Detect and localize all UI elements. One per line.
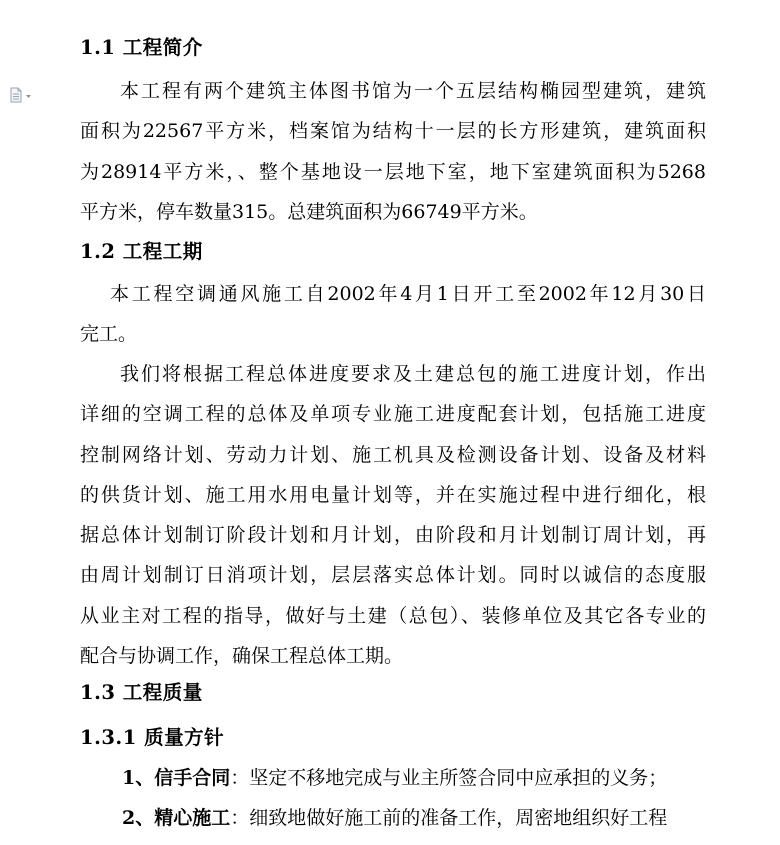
section-heading-1-1: 1.1 工程简介: [80, 36, 203, 59]
paragraph-line: 本工程空调通风施工自2002年4月1日开工至2002年12月30日: [110, 283, 706, 305]
paragraph-line: 完工。: [80, 323, 138, 346]
paragraph-line: 我们将根据工程总体进度要求及土建总包的施工进度计划，作出: [120, 363, 706, 385]
list-item-number: 2、: [122, 807, 155, 829]
paragraph-line: 据总体计划制订阶段计划和月计划，由阶段和月计划制订周计划，再: [80, 524, 706, 547]
paragraph-line: 配合与协调工作，确保工程总体工期。: [80, 645, 404, 668]
paragraph-line: 详细的空调工程的总体及单项专业施工进度配套计划，包括施工进度: [80, 403, 706, 426]
paragraph-line: 面积为22567平方米，档案馆为结构十一层的长方形建筑，建筑面积: [80, 120, 706, 143]
section-heading-1-3: 1.3 工程质量: [80, 681, 203, 704]
document-icon[interactable]: [8, 87, 36, 103]
schedule-paragraph: [80, 274, 706, 355]
paragraph-line: 为28914平方米，、整个基地设一层地下室，地下室建筑面积为5268: [80, 160, 706, 183]
list-item-number: 1、: [122, 767, 155, 789]
section-heading-1-2: 1.2 工程工期: [80, 240, 203, 263]
section-heading-1-3-1: 1.3.1 质量方针: [80, 726, 225, 749]
list-item-term: 精心施工: [154, 807, 231, 829]
paragraph-line: 控制网络计划、劳动力计划、施工机具及检测设备计划、设备及材料: [80, 443, 706, 466]
list-item-text: ：坚定不移地完成与业主所签合同中应承担的义务；: [230, 767, 668, 789]
planning-paragraph: [80, 354, 706, 676]
paragraph-line: 由周计划制订日消项计划，层层落实总体计划。同时以诚信的态度服: [80, 564, 706, 587]
paragraph-line: 平方米，停车数量315。总建筑面积为66749平方米。: [80, 200, 538, 223]
paragraph-line: 的供货计划、施工用水用电量计划等，并在实施过程中进行细化，根: [80, 483, 706, 506]
paragraph-line: 从业主对工程的指导，做好与土建（总包）、装修单位及其它各专业的: [80, 604, 706, 627]
list-item-text: ：细致地做好施工前的准备工作，周密地组织好工程: [230, 807, 668, 829]
list-item: [122, 758, 706, 798]
paragraph-line: 本工程有两个建筑主体图书馆为一个五层结构椭园型建筑，建筑: [120, 80, 706, 102]
list-item: [122, 798, 706, 838]
overview-paragraph: [80, 71, 706, 232]
list-item-term: 信手合同: [154, 767, 231, 789]
